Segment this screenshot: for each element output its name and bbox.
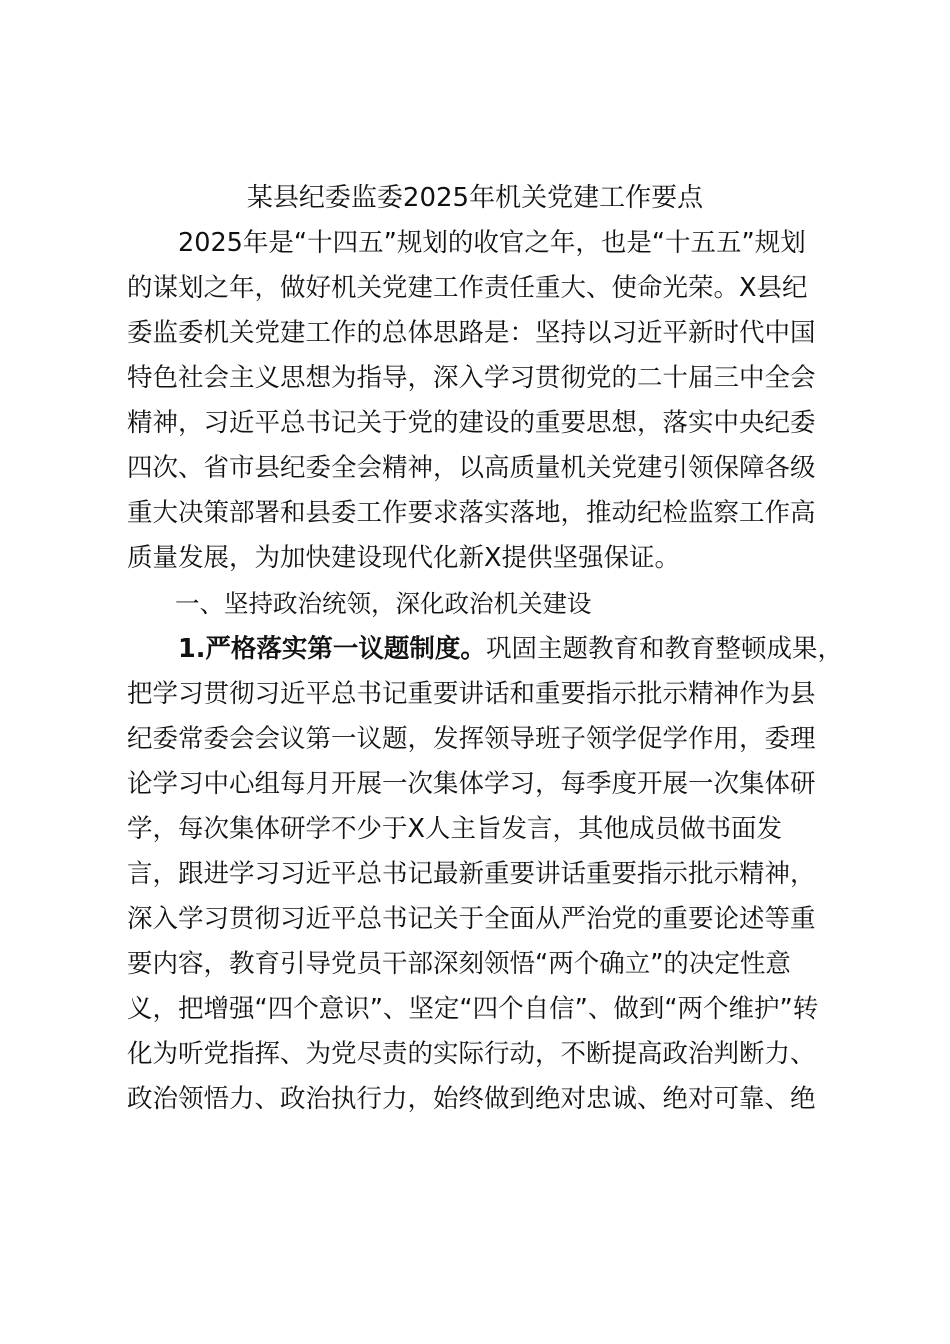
paragraph-line: 学，每次集体研学不少于X人主旨发言，其他成员做书面发 xyxy=(127,814,782,844)
section-heading: 一、坚持政治统领，深化政治机关建设 xyxy=(175,589,592,618)
document-title: 某县纪委监委2025年机关党建工作要点 xyxy=(246,183,704,213)
paragraph-line: 特色社会主义思想为指导，深入学习贯彻党的二十届三中全会 xyxy=(127,363,816,393)
paragraph-line: 言，跟进学习习近平总书记最新重要讲话重要指示批示精神， xyxy=(127,859,816,889)
paragraph-line: 2025年是“十四五”规划的收官之年，也是“十五五”规划 xyxy=(178,228,806,258)
item-heading: 1.严格落实第一议题制度。 xyxy=(178,634,486,664)
paragraph-line: 政治领悟力、政治执行力，始终做到绝对忠诚、绝对可靠、绝 xyxy=(127,1084,816,1114)
item-first-line xyxy=(178,629,843,669)
paragraph-line: 纪委常委会会议第一议题，发挥领导班子领学促学作用，委理 xyxy=(127,724,816,754)
paragraph-line: 深入学习贯彻习近平总书记关于全面从严治党的重要论述等重 xyxy=(127,904,816,934)
paragraph-line: 化为听党指挥、为党尽责的实际行动，不断提高政治判断力、 xyxy=(127,1039,816,1069)
paragraph-line: 要内容，教育引导党员干部深刻领悟“两个确立”的决定性意 xyxy=(127,949,791,979)
paragraph-line: 重大决策部署和县委工作要求落实落地，推动纪检监察工作高 xyxy=(127,498,816,528)
paragraph-line: 的谋划之年，做好机关党建工作责任重大、使命光荣。X县纪 xyxy=(127,273,808,303)
paragraph-line: 论学习中心组每月开展一次集体学习，每季度开展一次集体研 xyxy=(127,769,816,799)
paragraph-line: 义，把增强“四个意识”、坚定“四个自信”、做到“两个维护”转 xyxy=(127,994,819,1024)
paragraph-line: 四次、省市县纪委全会精神，以高质量机关党建引领保障各级 xyxy=(127,453,816,483)
paragraph-line: 委监委机关党建工作的总体思路是：坚持以习近平新时代中国 xyxy=(127,318,816,348)
item-first-line-text: 巩固主题教育和教育整顿成果， xyxy=(485,634,843,664)
paragraph-line: 精神，习近平总书记关于党的建设的重要思想，落实中央纪委 xyxy=(127,408,816,438)
paragraph-line: 把学习贯彻习近平总书记重要讲话和重要指示批示精神作为县 xyxy=(127,679,816,709)
paragraph-line: 质量发展，为加快建设现代化新X提供坚强保证。 xyxy=(127,543,680,573)
